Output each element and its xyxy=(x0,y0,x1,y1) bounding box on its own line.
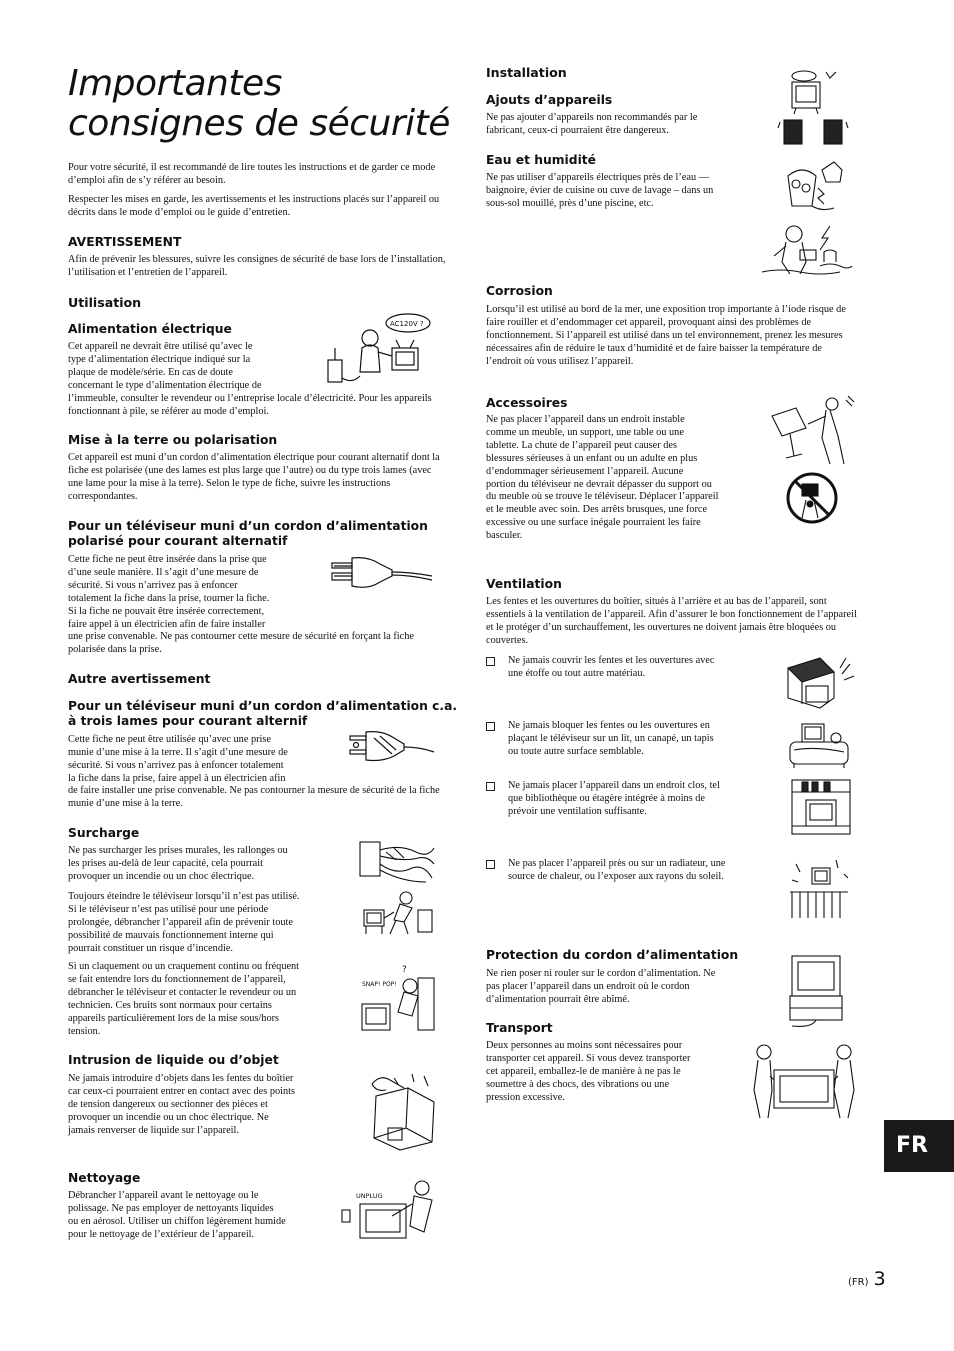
surcharge-paragraph-3 xyxy=(68,961,358,1038)
text-line: la fiche dans la prise, faire appel à un électricien afin xyxy=(68,772,286,784)
enclosed-shelf-illustration xyxy=(790,776,852,838)
text-line: ou toute autre surface semblable. xyxy=(508,745,644,757)
ajouts-text xyxy=(486,112,776,138)
polarise-heading xyxy=(68,519,428,549)
snap-pop-text: SNAP! POP! xyxy=(362,981,397,988)
text-line: Ne jamais couvrir les fentes et les ouvertures avec xyxy=(508,655,715,666)
text-line: Ne jamais placer l’appareil dans un endroit clos, tel xyxy=(508,780,720,791)
text-line: Ne pas utiliser d’appareils électriques près de l’eau — xyxy=(486,172,710,183)
trois-text-rest: de faire installer une prise convenable. Ne pas contourner la mesure de sécurité de la fiche munie d’une mise à la terre. xyxy=(68,785,440,809)
text-line: d’alimentation pourrait être abîmé. xyxy=(486,993,630,1005)
page-number-value: 3 xyxy=(873,1268,886,1290)
checkbox-bullet xyxy=(486,860,495,869)
text-line: appareils particulièrement lors de la mise sous/hors xyxy=(68,1012,280,1024)
ventilation-heading: Ventilation xyxy=(486,577,562,591)
terre-text: Cet appareil est muni d’un cordon d’alimentation électrique pour courant alternatif dont la fiche est polarisée (une des lames est plus large que l’autre) ou du type trois lames (avec une lame pour la mise à la terre). Selon le type de fiche, suivre les instructions correspondantes. xyxy=(68,452,440,502)
ventilation-text: Les fentes et les ouvertures du boîtier, situés à l’arrière et au bas de l’appareil, sont essentiels à la ventilation de l’appareil. Afin d’assurer le bon fonctionnement de l’appareil et le protéger d’un surchauffement, les ouvertures ne doivent jamais être bloquées ou couvertes. xyxy=(486,596,857,646)
text-line: excessive ou une surface inégale pourraient les faire xyxy=(486,517,701,529)
tip-over-warning-illustration xyxy=(782,470,840,526)
text-line: Ne jamais introduire d’objets dans les fentes du boîtier xyxy=(68,1073,294,1084)
text-line: Ne pas surcharger les prises murales, les rallonges ou xyxy=(68,845,288,856)
text-line: ou en aérosol. Utiliser un chiffon légèrement humide xyxy=(68,1215,286,1227)
surcharge-heading: Surcharge xyxy=(68,826,140,840)
text-line: faire appel à un électricien afin de faire installer xyxy=(68,618,266,630)
text-line: provoquer un incendie ou un choc électrique. Ne xyxy=(68,1111,269,1123)
water-sink-illustration xyxy=(782,158,848,214)
text-line: Si le téléviseur n’est pas utilisé pour une période xyxy=(68,903,269,915)
radiator-illustration xyxy=(786,856,852,920)
text-line: transporter cet appareil. Si vous devez transporter xyxy=(486,1052,691,1064)
svg-text:?: ? xyxy=(402,965,407,975)
trois-heading-line-1: Pour un téléviseur muni d’un cordon d’alimentation c.a. xyxy=(68,699,458,713)
trois-text-wrap xyxy=(68,734,348,786)
text-line: technicien. Ces bruits sont normaux pour certains xyxy=(68,999,272,1011)
power-cord-illustration xyxy=(782,950,852,1030)
intrusion-heading: Intrusion de liquide ou d’objet xyxy=(68,1053,279,1067)
text-line: Toujours éteindre le téléviseur lorsqu’il n’est pas utilisé. xyxy=(68,891,300,902)
accessories-illustration xyxy=(776,68,850,148)
avertissement-heading: AVERTISSEMENT xyxy=(68,235,182,249)
tv-on-bed-illustration xyxy=(786,718,852,770)
title-line-1: Importantes xyxy=(68,63,282,104)
terre-heading: Mise à la terre ou polarisation xyxy=(68,433,278,447)
polarise-heading-line-1: Pour un téléviseur muni d’un cordon d’alimentation xyxy=(68,519,428,533)
text-line: tension. xyxy=(68,1025,101,1037)
polarise-text-wrap xyxy=(68,554,330,631)
text-line: les prises au-delà de leur capacité, cela pourrait xyxy=(68,857,263,869)
alimentation-heading: Alimentation électrique xyxy=(68,322,232,336)
language-tab: FR xyxy=(884,1120,954,1172)
autre-heading: Autre avertissement xyxy=(68,672,211,686)
intrusion-text xyxy=(68,1073,358,1138)
text-line: Cette fiche ne peut être insérée dans la prise que xyxy=(68,554,267,565)
power-supply-illustration xyxy=(326,312,436,386)
intro-paragraph-1: Pour votre sécurité, il est recommandé de lire toutes les instructions et de garder ce mode d’emploi afin de s’y référer au besoin. xyxy=(68,162,436,186)
checkbox-bullet xyxy=(486,722,495,731)
trois-lames-heading xyxy=(68,699,457,729)
text-line: plaçant le téléviseur sur un lit, un canapé, un tapis xyxy=(508,732,714,744)
unplug-text: UNPLUG xyxy=(356,1192,383,1200)
text-line: tablette. La chute de l’appareil peut causer des xyxy=(486,439,677,451)
checkbox-bullet xyxy=(486,657,495,666)
cordon-heading: Protection du cordon d’alimentation xyxy=(486,948,739,962)
ac120v-bubble-text: AC120V ? xyxy=(390,320,424,328)
text-line: provoquer un incendie ou un choc électrique. xyxy=(68,870,255,882)
text-line: polissage. Ne pas employer de nettoyants liquides xyxy=(68,1202,274,1214)
liquid-intrusion-illustration xyxy=(364,1072,440,1152)
page-number xyxy=(848,1268,886,1290)
avertissement-text: Afin de prévenir les blessures, suivre les consignes de sécurité de base lors de l’installation, l’utilisation et l’entretien de l’appareil. xyxy=(68,254,446,278)
unstable-stand-illustration xyxy=(768,394,858,466)
text-line: prévoir une ventilation suffisante. xyxy=(508,805,647,817)
text-line: Ne jamais bloquer les fentes ou les ouvertures en xyxy=(508,720,710,731)
text-line: portion du téléviseur ne devrait dépasser du support ou xyxy=(486,478,712,490)
text-line: Débrancher l’appareil avant le nettoyage ou le xyxy=(68,1190,259,1201)
trois-heading-line-2: à trois lames pour courant alternif xyxy=(68,714,308,728)
text-line: Ne pas placer l’appareil dans un endroit instable xyxy=(486,414,685,425)
ajouts-heading: Ajouts d’appareils xyxy=(486,93,613,107)
text-line: jamais renverser de liquide sur l’appareil. xyxy=(68,1124,239,1136)
cordon-text xyxy=(486,968,776,1007)
corrosion-text: Lorsqu’il est utilisé au bord de la mer, une exposition trop importante à l’iode risque de faire rouiller et d’endommager cet appareil, provoquant ainsi des problèmes de fonctionnement. Si l’appareil est utilisé dans un tel environnement, prenez les mesures nécessaires afin de réduire le taux d’humidité et de faire baisser la température de l’endroit où vous utilisez l’appareil. xyxy=(486,304,846,367)
surcharge-paragraph-1 xyxy=(68,845,348,884)
text-line: se fait entendre lors du fonctionnement de l’appareil, xyxy=(68,973,286,985)
text-line: soumettre à des chocs, des vibrations ou une xyxy=(486,1078,670,1090)
surcharge-paragraph-2 xyxy=(68,891,358,956)
corrosion-heading: Corrosion xyxy=(486,284,553,298)
transport-heading: Transport xyxy=(486,1021,553,1035)
text-line: d’une seule manière. Il s’agit d’une mesure de xyxy=(68,566,259,578)
polarise-text-rest: une prise convenable. Ne pas contourner cette mesure de sécurité en forçant la fiche polarisée dans la prise. xyxy=(68,631,414,655)
text-line: comme un meuble, un support, une table ou une xyxy=(486,426,684,438)
text-line: fabricant, ceux-ci pourraient être dangereux. xyxy=(486,124,669,136)
text-line: Si un claquement ou un craquement continu ou fréquent xyxy=(68,961,300,972)
text-line: prolongée, débrancher l’appareil afin de prévenir toute xyxy=(68,916,293,928)
covered-tv-illustration xyxy=(784,654,858,710)
checkbox-bullet xyxy=(486,782,495,791)
text-line: sécurité. Si vous n’arrivez pas à enfoncer totalement xyxy=(68,759,284,771)
intro-paragraph-2: Respecter les mises en garde, les avertissements et les instructions placés sur l’appareil ou décrits dans le mode d’emploi ou le guide d’entretien. xyxy=(68,194,440,218)
accessoires-heading: Accessoires xyxy=(486,396,568,410)
text-line: et le meuble avec soin. Des arrêts brusques, une force xyxy=(486,504,708,516)
text-line: munie d’une mise à la terre. Il s’agit d’une mesure de xyxy=(68,746,288,758)
text-line: Ne pas placer l’appareil près ou sur un radiateur, une xyxy=(508,858,726,869)
three-prong-plug-illustration xyxy=(348,728,436,764)
polarized-plug-illustration xyxy=(330,550,434,594)
text-line: pourrait constituer un risque d’incendie. xyxy=(68,942,233,954)
accessoires-text xyxy=(486,414,770,543)
text-line: une étoffe ou tout autre matériau. xyxy=(508,667,646,679)
eau-heading: Eau et humidité xyxy=(486,153,597,167)
text-line: pour le nettoyage de l’extérieur de l’appareil. xyxy=(68,1228,255,1240)
text-line: d’endommager sérieusement l’appareil. Aucune xyxy=(486,465,684,477)
text-line: cet appareil, emballez-le de manière à ne pas le xyxy=(486,1065,681,1077)
unplug-tv-illustration xyxy=(360,890,436,938)
pool-illustration xyxy=(760,222,854,278)
text-line: plaque de modèle/série. En cas de doute xyxy=(68,366,233,378)
text-line: pas placer l’appareil dans un endroit où le cordon xyxy=(486,980,690,992)
text-line: que bibliothèque ou étagère intégrée à moins de xyxy=(508,792,705,804)
text-line: sécurité. Si vous n’arrivez pas à enfoncer xyxy=(68,579,238,591)
page-title xyxy=(68,64,450,144)
text-line: Cette fiche ne peut être utilisée qu’avec une prise xyxy=(68,734,271,745)
text-line: Ne rien poser ni rouler sur le cordon d’alimentation. Ne xyxy=(486,968,716,979)
page-number-label: (FR) xyxy=(848,1277,869,1288)
text-line: possibilité de mauvais fonctionnement interne qui xyxy=(68,929,274,941)
text-line: de tension dangereux ou sectionner des pièces et xyxy=(68,1098,268,1110)
transport-text xyxy=(486,1040,776,1105)
alimentation-text-wrap xyxy=(68,341,330,393)
polarise-heading-line-2: polarisé pour courant alternatif xyxy=(68,534,288,548)
text-line: sous-sol mouillé, près d’une piscine, etc. xyxy=(486,197,654,209)
cleaning-illustration xyxy=(340,1178,438,1240)
text-line: Ne pas ajouter d’appareils non recommandés par le xyxy=(486,112,698,123)
text-line: totalement la fiche dans la prise, tourner la fiche. xyxy=(68,592,270,604)
text-line: baignoire, évier de cuisine ou cuve de lavage – dans un xyxy=(486,184,714,196)
text-line: blessures sérieuses à un enfant ou un adulte en plus xyxy=(486,452,698,464)
text-line: débrancher le téléviseur et contacter le revendeur ou un xyxy=(68,986,297,998)
text-line: car ceux-ci pourraient entrer en contact avec des points xyxy=(68,1085,295,1097)
installation-heading: Installation xyxy=(486,65,567,80)
nettoyage-heading: Nettoyage xyxy=(68,1171,141,1185)
title-line-2: consignes de sécurité xyxy=(68,103,450,144)
text-line: type d’alimentation électrique indiqué sur la xyxy=(68,353,251,365)
nettoyage-text xyxy=(68,1190,358,1242)
text-line: source de chaleur, ou l’exposer aux rayons du soleil. xyxy=(508,870,724,882)
text-line: basculer. xyxy=(486,530,523,542)
two-person-transport-illustration xyxy=(750,1040,858,1120)
eau-text xyxy=(486,172,776,211)
overloaded-outlet-illustration xyxy=(356,838,436,884)
text-line: Deux personnes au moins sont nécessaires pour xyxy=(486,1040,683,1051)
text-line: concernant le type d’alimentation électrique de xyxy=(68,379,262,391)
snap-pop-illustration xyxy=(360,962,436,1036)
text-line: Cet appareil ne devrait être utilisé qu’avec le xyxy=(68,341,253,352)
text-line: du meuble où se trouve le téléviseur. Déplacer l’appareil xyxy=(486,491,719,503)
alimentation-text-rest: l’immeuble, consulter le revendeur ou l’entreprise locale d’électricité. Pour les appareils fonctionnant à pile, se référer au mode d’emploi. xyxy=(68,393,432,417)
utilisation-heading: Utilisation xyxy=(68,295,142,310)
text-line: Si la fiche ne pouvait être insérée correctement, xyxy=(68,605,265,617)
text-line: pression excessive. xyxy=(486,1091,565,1103)
